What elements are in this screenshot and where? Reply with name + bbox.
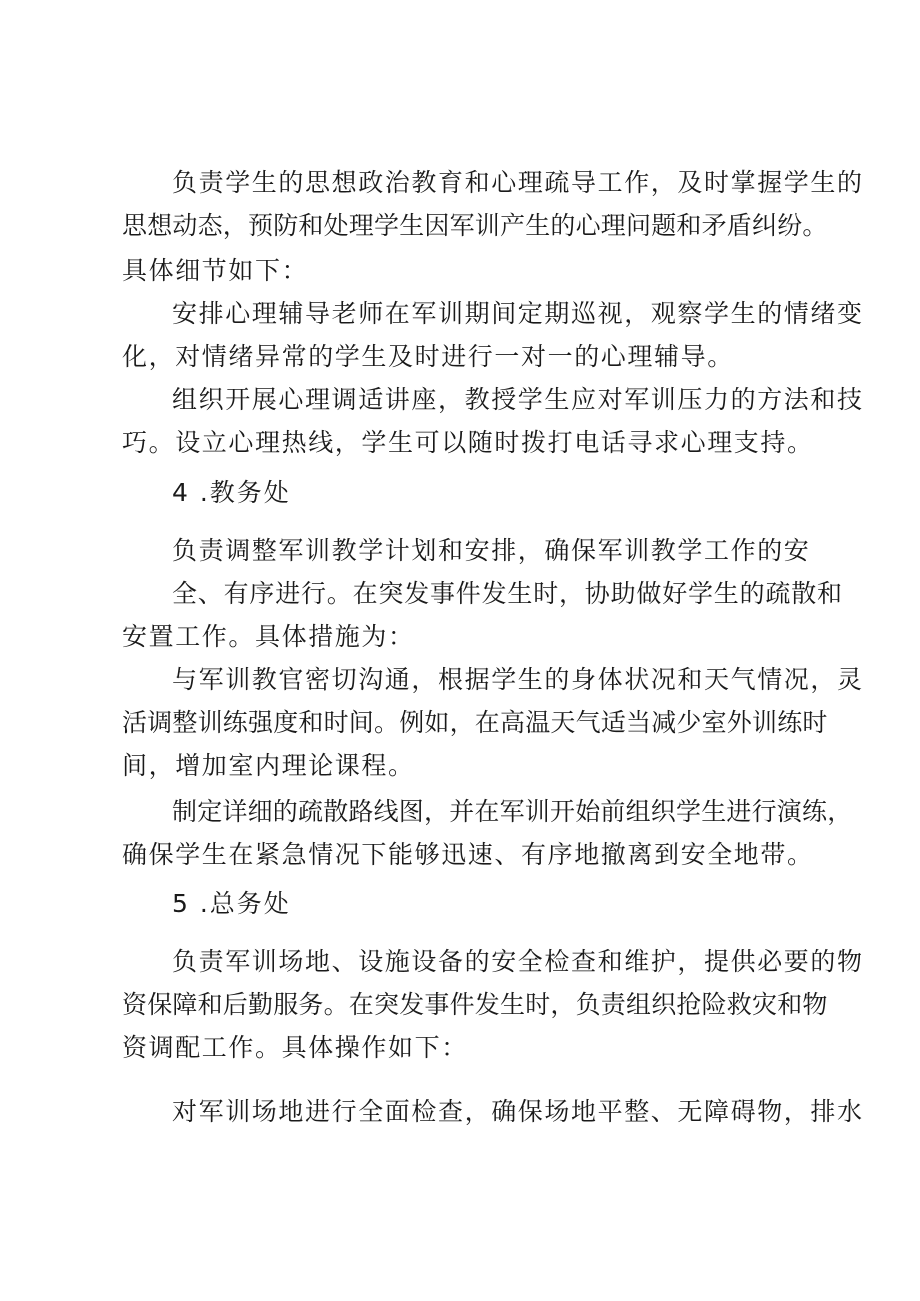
paragraph-line: 制定详细的疏散路线图，并在军训开始前组织学生进行演练，	[172, 797, 853, 826]
paragraph-line: 安置工作。具体措施为：	[122, 622, 415, 651]
paragraph-line: 全、有序进行。在突发事件发生时，协助做好学生的疏散和	[172, 579, 843, 608]
paragraph-line: 对军训场地进行全面检查，确保场地平整、无障碍物，排水	[172, 1097, 864, 1126]
paragraph-line: 负责调整军训教学计划和安排，确保军训教学工作的安	[172, 536, 811, 565]
paragraph-line: 资保障和后勤服务。在突发事件发生时，负责组织抢险救灾和物	[122, 990, 828, 1019]
paragraph-line: 资调配工作。具体操作如下：	[122, 1033, 468, 1062]
paragraph-line: 活调整训练强度和时间。例如，在高温天气适当减少室外训练时	[122, 708, 828, 737]
paragraph-line: 负责军训场地、设施设备的安全检查和维护，提供必要的物	[172, 947, 864, 976]
section-heading: 4 .教务处	[172, 478, 291, 507]
paragraph-line: 确保学生在紧急情况下能够迅速、有序地撤离到安全地带。	[122, 840, 814, 869]
paragraph-line: 组织开展心理调适讲座，教授学生应对军训压力的方法和技	[172, 385, 864, 414]
paragraph-line: 具体细节如下：	[122, 256, 309, 285]
paragraph-line: 思想动态，预防和处理学生因军训产生的心理问题和矛盾纠纷。	[122, 211, 828, 240]
paragraph-line: 化，对情绪异常的学生及时进行一对一的心理辅导。	[122, 342, 734, 371]
paragraph-line: 安排心理辅导老师在军训期间定期巡视，观察学生的情绪变	[172, 299, 864, 328]
section-heading: 5 .总务处	[172, 889, 291, 918]
paragraph-line: 负责学生的思想政治教育和心理疏导工作，及时掌握学生的	[172, 168, 864, 197]
paragraph-line: 间，增加室内理论课程。	[122, 751, 415, 780]
paragraph-line: 巧。设立心理热线，学生可以随时拨打电话寻求心理支持。	[122, 428, 814, 457]
paragraph-line: 与军训教官密切沟通，根据学生的身体状况和天气情况，灵	[172, 665, 864, 694]
